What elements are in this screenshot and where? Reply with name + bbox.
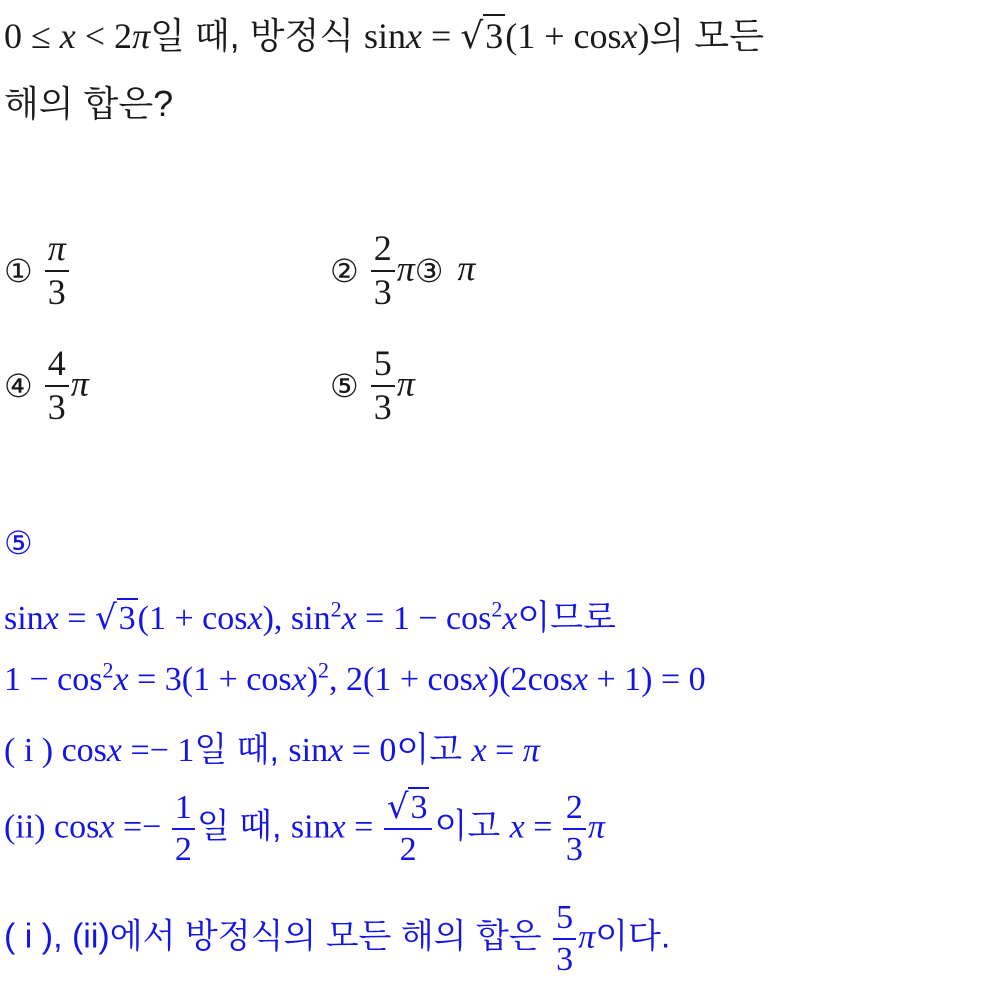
choice-4-fraction: $\frac{4}{3}$	[45, 345, 69, 427]
solution-line-4: (ii) cosx =− $\frac{1}{2}$ 일 때, sinx = $\frac{√3}{2}$ 이고 x = $\frac{2}{3}$ π	[4, 787, 605, 868]
choice-5[interactable]: ⑤ $\frac{5}{3}$ π	[330, 343, 415, 427]
solution-line-5: ( i ), (ii)에서 방정식의 모든 해의 합은 $\frac{5}{3}$ π이다.	[4, 899, 671, 978]
choice-2[interactable]: ② $\frac{2}{3}$ π③ π	[330, 228, 476, 312]
solution-line-1: sinx = √3(1 + cosx), $\sin^2x = 1 - \cos^2x$이므로	[4, 596, 616, 638]
answer-label: ⑤	[4, 524, 33, 562]
question-line-1: 0 ≤ x < 2π일 때, 방정식 sinx = √3(1 + cosx)의 모든	[4, 15, 764, 57]
fraction-two-thirds: $\frac{2}{3}$	[563, 790, 586, 867]
choice-1[interactable]: ① $\frac{\pi}{3}$	[4, 230, 71, 312]
solution-line-2: $1 - \cos^2x = 3(1 + \cos x)^2$, 2(1 + cosx)(2cosx + 1) = 0	[4, 657, 706, 698]
choice-5-fraction: $\frac{5}{3}$	[371, 345, 395, 427]
choice-3[interactable]: ③ π	[414, 248, 476, 290]
fraction-root3-over-2: $\frac{√3}{2}$	[384, 790, 433, 867]
fraction-one-half: $\frac{1}{2}$	[172, 790, 195, 867]
sqrt-three: √3	[460, 16, 504, 57]
solution-line-3: ( i ) cosx =− 1일 때, sinx = 0이고 x = π	[4, 731, 540, 769]
question-line-2: 해의 합은?	[4, 83, 174, 124]
choice-1-fraction: $\frac{\pi}{3}$	[45, 230, 69, 312]
fraction-five-thirds: $\frac{5}{3}$	[553, 900, 576, 977]
choice-2-fraction: $\frac{2}{3}$	[371, 230, 395, 312]
choice-4[interactable]: ④ $\frac{4}{3}$ π	[4, 343, 89, 427]
